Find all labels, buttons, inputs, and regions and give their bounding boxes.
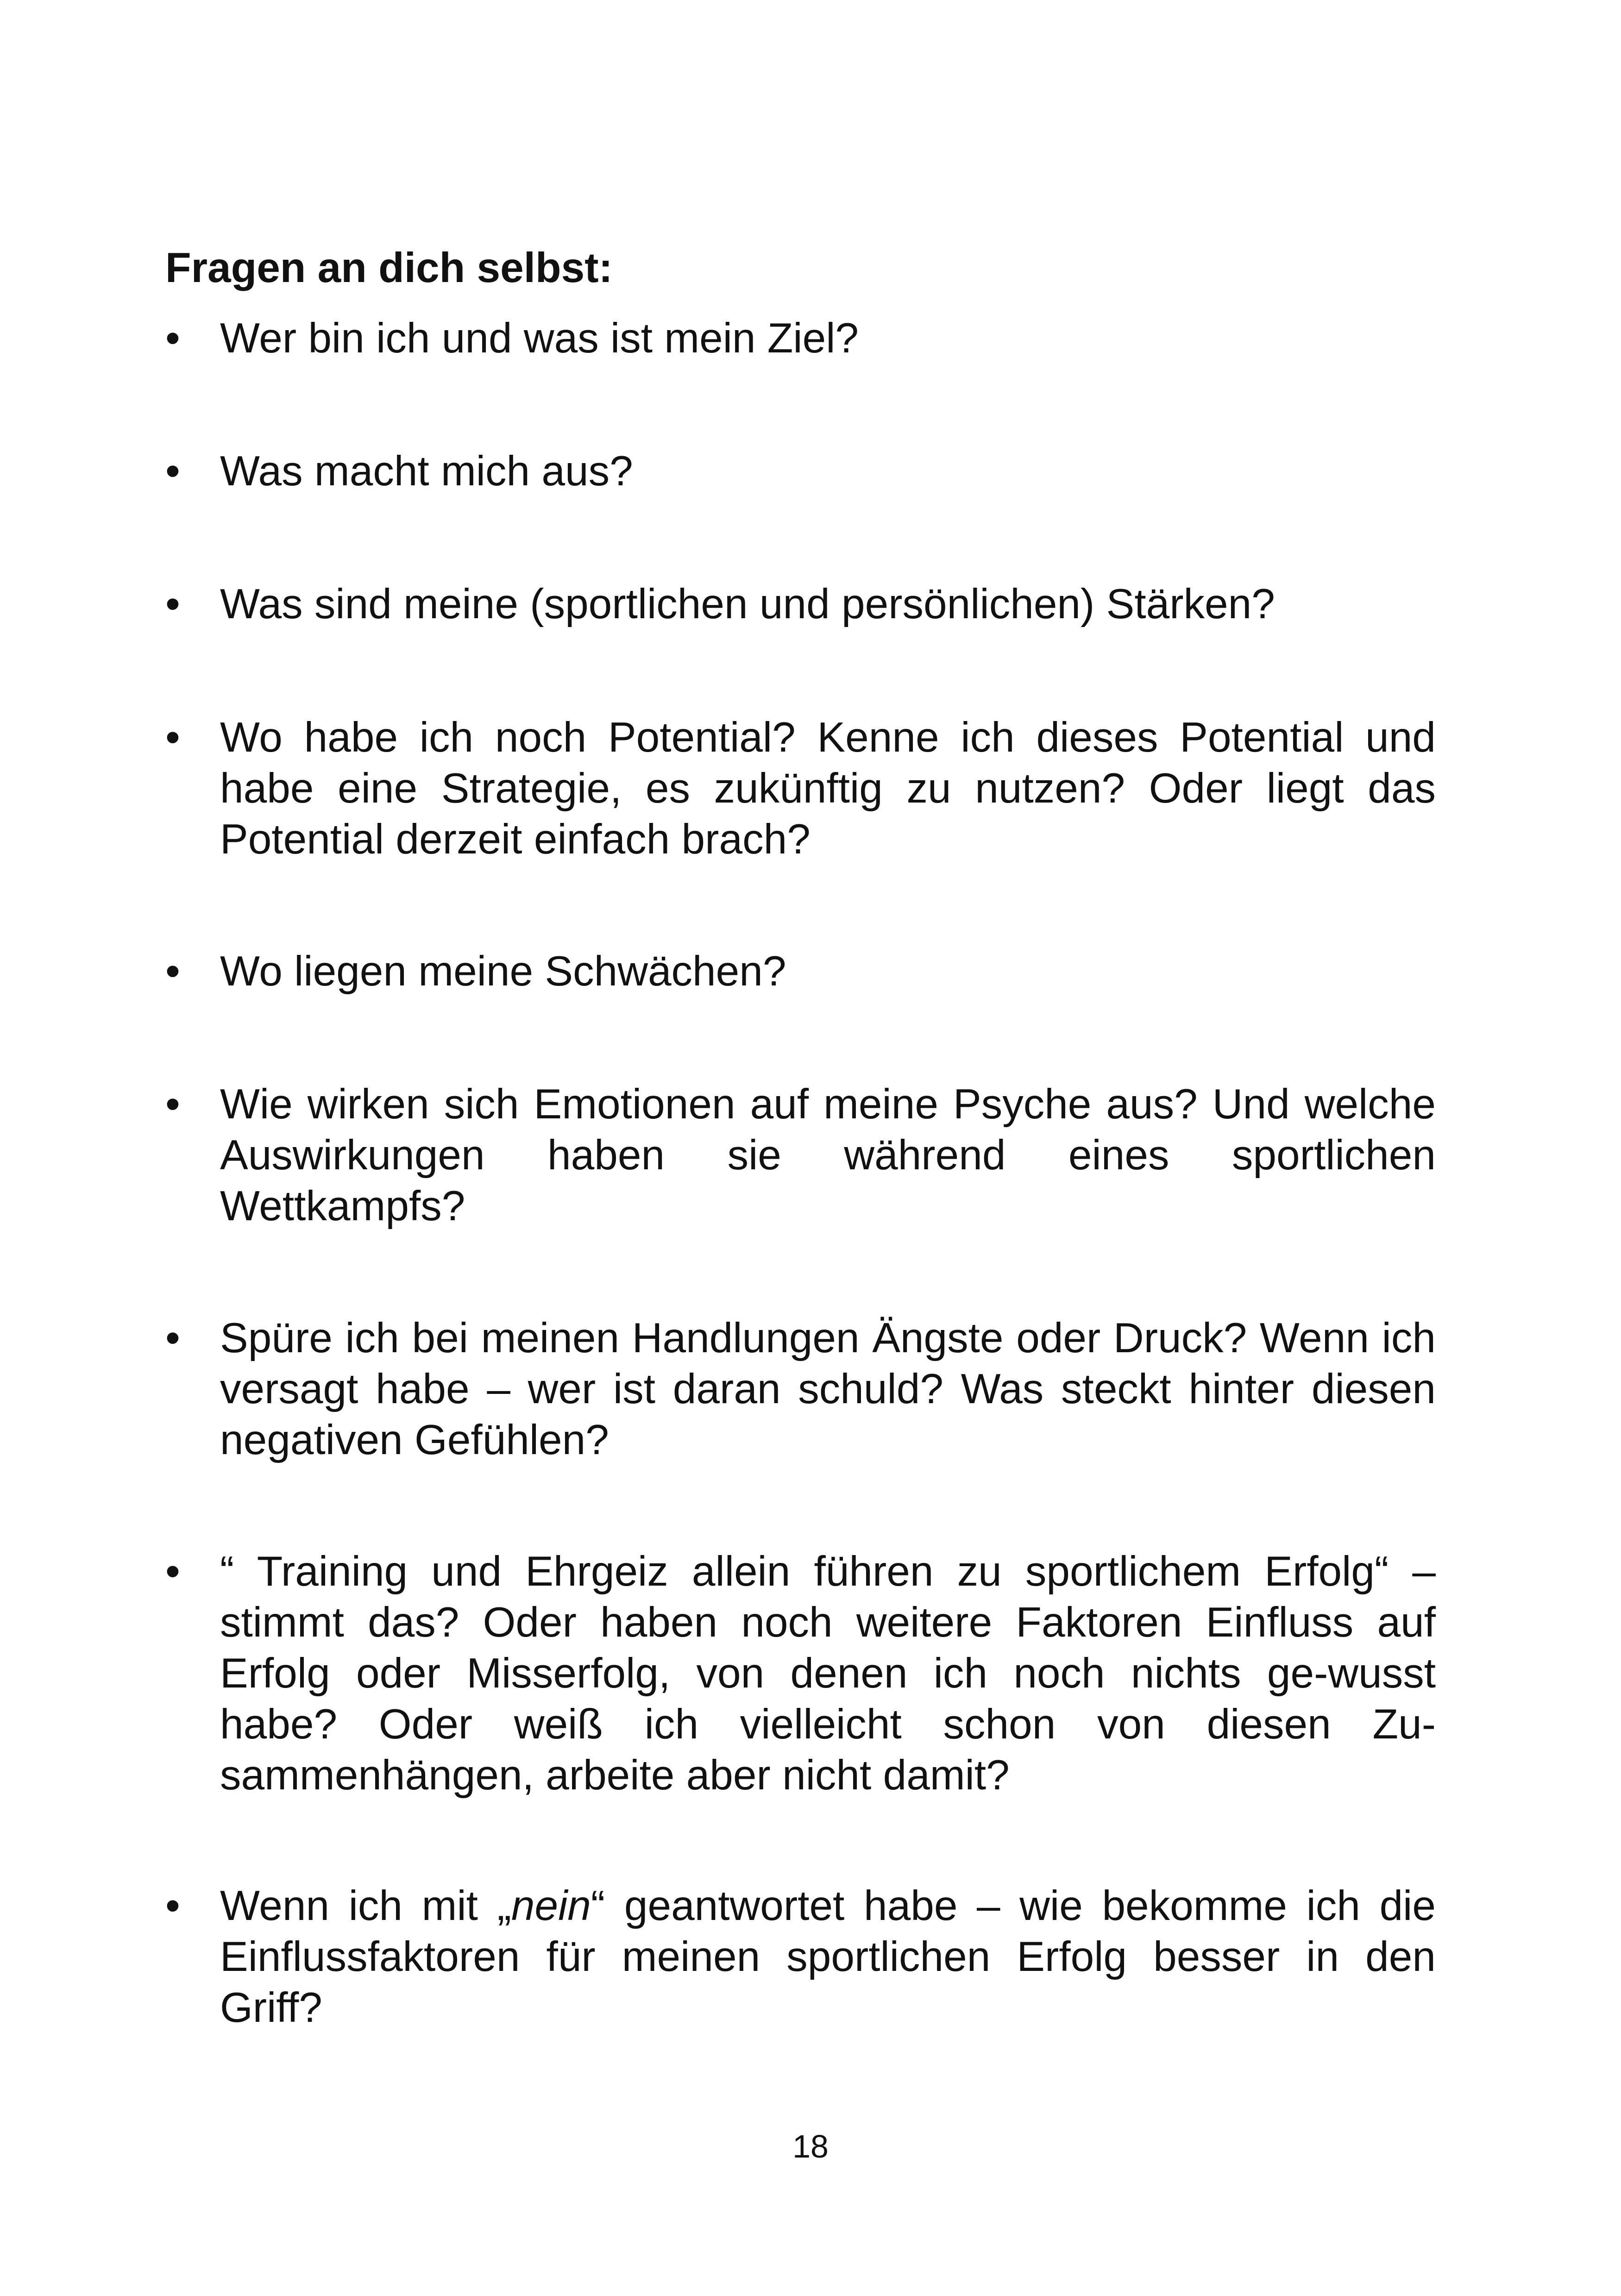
question-text-end: “ geantwortet habe – wie bekomme ich die Einflussfaktoren für meinen sportlichen Erfolg besser in den Griff? xyxy=(220,1882,1436,2031)
question-text: Wie wirken sich Emotionen auf meine Psyche aus? Und welche Auswirkungen haben sie während eines sportlichen Wettkampfs? xyxy=(220,1081,1436,1230)
question-text: “ Training und Ehrgeiz allein führen zu sportlichem Erfolg“ – stimmt das? Oder haben noch weitere Faktoren Einfluss auf Erfolg oder Misserfolg, von denen ich noch nichts ge-wusst habe? Oder weiß ich vielleicht schon von diesen Zu-sammenhängen, arbeite aber nicht damit? xyxy=(220,1548,1436,1799)
bullet-icon: • xyxy=(165,1548,180,1595)
question-text: Wo liegen meine Schwächen? xyxy=(220,948,786,995)
list-item xyxy=(165,946,1436,997)
bullet-icon: • xyxy=(165,315,180,362)
list-item xyxy=(165,1313,1436,1466)
bullet-icon: • xyxy=(165,948,180,995)
list-item xyxy=(165,1079,1436,1232)
list-item xyxy=(165,712,1436,865)
section-heading: Fragen an dich selbst: xyxy=(165,245,613,291)
list-item xyxy=(165,446,1436,497)
bullet-icon: • xyxy=(165,581,180,627)
bullet-icon: • xyxy=(165,448,180,495)
list-item xyxy=(165,579,1436,630)
list-item xyxy=(165,313,1436,364)
question-text: Wo habe ich noch Potential? Kenne ich dieses Potential und habe eine Strategie, es zukünftig zu nutzen? Oder liegt das Potential derzeit einfach brach? xyxy=(220,714,1436,863)
question-text: Wer bin ich und was ist mein Ziel? xyxy=(220,315,859,362)
bullet-icon: • xyxy=(165,1315,180,1361)
question-text xyxy=(220,1881,1436,2033)
question-text: Was sind meine (sportlichen und persönlichen) Stärken? xyxy=(220,581,1275,627)
list-item xyxy=(165,1881,1436,2033)
question-text: Was macht mich aus? xyxy=(220,448,633,495)
question-text-start: Wenn ich mit „ xyxy=(220,1882,511,1929)
emphasized-word: nein xyxy=(511,1882,591,1929)
bullet-icon: • xyxy=(165,1081,180,1128)
bullet-icon: • xyxy=(165,1882,180,1929)
page-number: 18 xyxy=(792,2128,829,2164)
list-item xyxy=(165,1546,1436,1801)
bullet-icon: • xyxy=(165,714,180,761)
question-text: Spüre ich bei meinen Handlungen Ängste oder Druck? Wenn ich versagt habe – wer ist daran schuld? Was steckt hinter diesen negativen Gefühlen? xyxy=(220,1315,1436,1463)
